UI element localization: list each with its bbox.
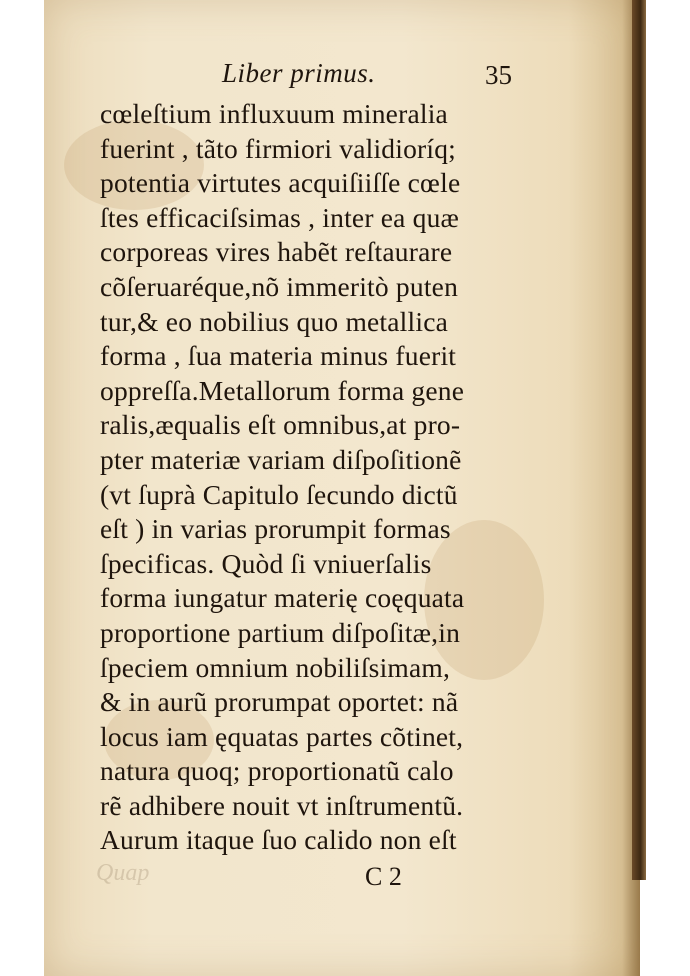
text-line: forma iungatur materię coęquata: [100, 582, 465, 614]
text-line: cœleſtium influxuum mineralia: [100, 98, 448, 129]
text-line: cõſeruaréque,nõ immeritò puten: [100, 270, 459, 302]
text-line: locus iam ęquatas partes cõtinet,: [100, 720, 464, 752]
text-line: Aurum itaque ſuo calido non eſt: [100, 824, 457, 856]
text-line: (vt ſuprà Capitulo ſecundo dictũ: [100, 478, 458, 510]
show-through-text: Quap: [96, 860, 150, 886]
body-text: [100, 97, 536, 858]
text-line: ralis,æqualis eſt omnibus,at pro-: [100, 409, 461, 441]
text-line: eſt ) in varias prorumpit formas: [100, 513, 451, 545]
text-line: rẽ adhibere nouit vt inſtrumentũ.: [100, 789, 464, 821]
text-line: pter materiæ variam diſpoſitionẽ: [100, 443, 462, 475]
text-line: forma , ſua materia minus fuerit: [100, 340, 457, 372]
text-line: fuerint , tãto firmiori validioríq;: [100, 132, 457, 164]
text-line: corporeas vires habẽt reſtaurare: [100, 236, 453, 268]
text-line: tur,& eo nobilius quo metallica: [100, 305, 449, 337]
text-line: proportione partium diſpoſitæ,in: [100, 616, 461, 648]
text-line: natura quoq; proportionatũ calo: [100, 755, 454, 787]
running-title: Liber primus.: [222, 58, 376, 88]
page-header: [0, 58, 690, 98]
text-line: ſpecificas. Quòd ſi vniuerſalis: [100, 547, 432, 579]
text-line: ſtes efficaciſsimas , inter ea quæ: [100, 201, 460, 233]
page-number: 35: [485, 60, 512, 90]
text-line: ſpeciem omnium nobiliſsimam,: [100, 651, 451, 683]
text-line: & in aurũ prorumpat oportet: nã: [100, 686, 459, 718]
text-line: oppreſſa.Metallorum forma gene: [100, 374, 465, 406]
signature-mark: C 2: [365, 862, 402, 891]
binding-edge: [632, 0, 646, 880]
text-line: potentia virtutes acquiſiiſſe cœle: [100, 167, 461, 199]
